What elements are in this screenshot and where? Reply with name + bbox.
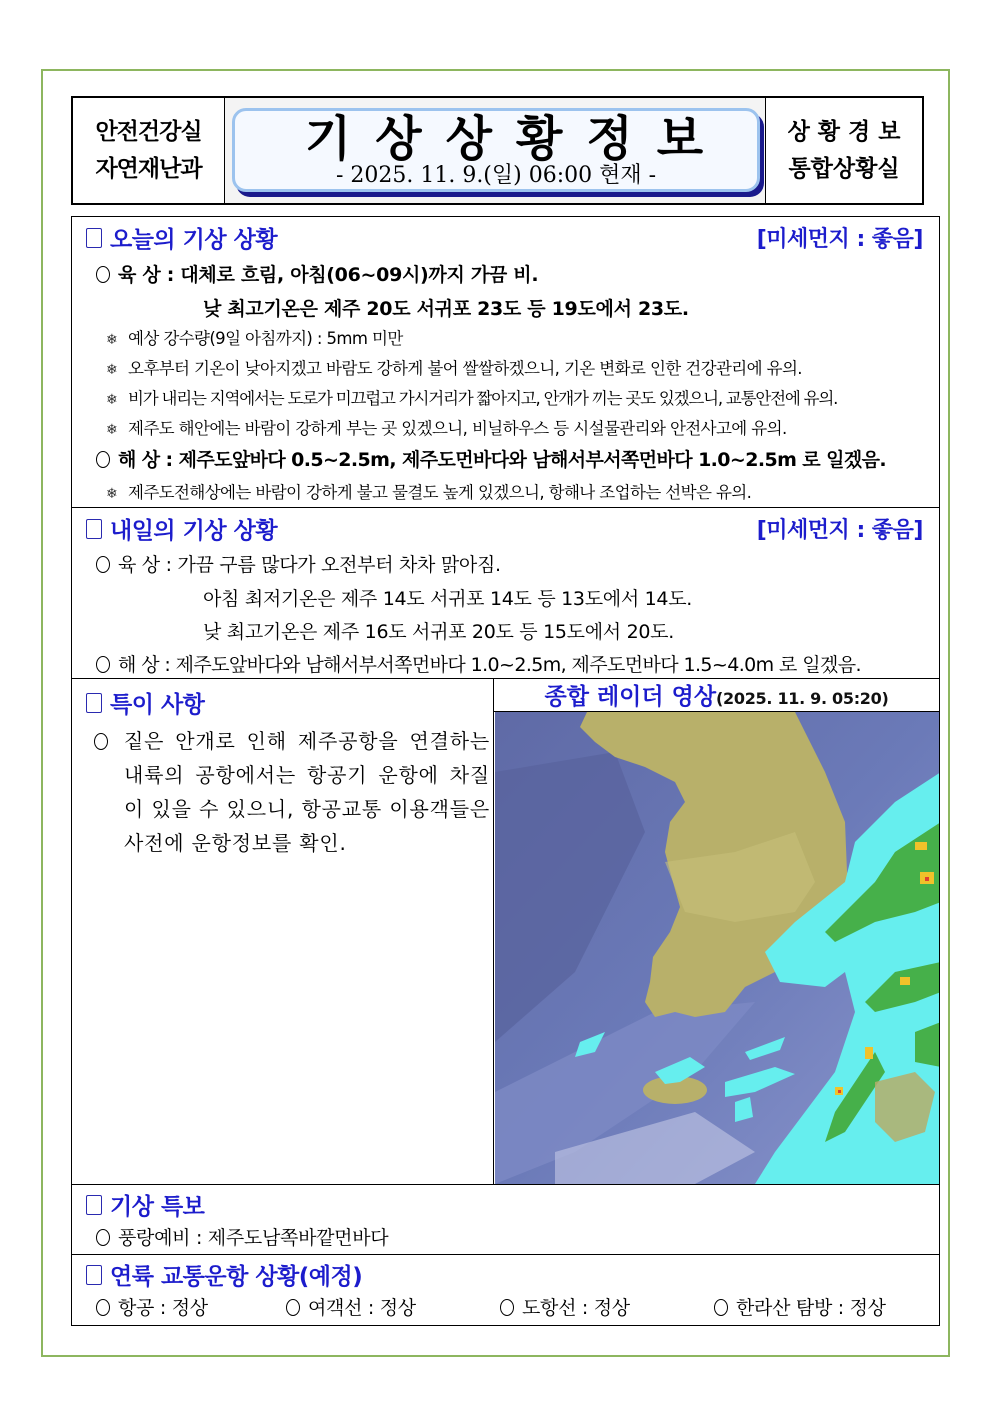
department-block bbox=[73, 98, 225, 203]
note-text: 예상 강수량(9일 아침까지) : 5mm 미만 bbox=[128, 329, 403, 348]
tomorrow-sea-text: 제주도앞바다와 남해서부서쪽먼바다 1.0~2.5m, 제주도먼바다 1.5~4.0m 로 일겠음. bbox=[175, 654, 861, 676]
radar-title: 종합 레이더 영상 bbox=[544, 684, 717, 710]
circle-bullet-icon bbox=[96, 1299, 110, 1316]
report-body bbox=[71, 216, 940, 1326]
circle-bullet-icon bbox=[96, 556, 110, 573]
today-note-1 bbox=[106, 325, 403, 349]
checkbox-square-icon bbox=[86, 693, 102, 713]
tomorrow-dust-status: [미세먼지 : 좋음] bbox=[756, 518, 923, 543]
section-divider bbox=[72, 1184, 939, 1185]
special-title-text: 특이 사항 bbox=[110, 692, 205, 718]
department-line2: 자연재난과 bbox=[95, 155, 202, 182]
today-land-line2: 낮 최고기온은 제주 20도 서귀포 23도 등 19도에서 23도. bbox=[203, 298, 689, 320]
tomorrow-sea-line bbox=[96, 650, 861, 677]
transport-item-text: 항공 : 정상 bbox=[118, 1297, 208, 1319]
note-text: 오후부터 기온이 낮아지겠고 바람도 강하게 불어 쌀쌀하겠으니, 기온 변화로 인한 건강관리에 유의. bbox=[128, 359, 802, 378]
today-land-text1: 대체로 흐림, 아침(06~09시)까지 가끔 비. bbox=[180, 264, 539, 286]
today-dust-status: [미세먼지 : 좋음] bbox=[756, 227, 923, 252]
report-datetime: - 2025. 11. 9.(일) 06:00 현재 - bbox=[335, 163, 657, 188]
special-notes-panel bbox=[72, 678, 494, 1184]
sea-label: 해 상 : bbox=[118, 449, 173, 471]
land-label: 육 상 : bbox=[118, 554, 172, 576]
asterisk-icon: ❄ bbox=[106, 392, 117, 408]
today-sea-text: 제주도앞바다 0.5~2.5m, 제주도먼바다와 남해서부서쪽먼바다 1.0~2.5m 로 일겠음. bbox=[178, 449, 886, 471]
transport-item-ferry bbox=[286, 1293, 416, 1320]
circle-bullet-icon bbox=[714, 1299, 728, 1316]
document-title: 기상상황정보 bbox=[304, 111, 728, 167]
section-divider bbox=[72, 507, 939, 508]
special-section-title bbox=[86, 686, 204, 719]
special-text-body: 짙은 안개로 인해 제주공항을 연결하는 내륙의 공항에서는 항공기 운항에 차질이 있을 수 있으니, 항공교통 이용객들은 사전에 운항정보를 확인. bbox=[124, 729, 490, 855]
radar-timestamp: (2025. 11. 9. 05:20) bbox=[716, 689, 889, 708]
radar-image bbox=[495, 712, 939, 1184]
asterisk-icon: ❄ bbox=[106, 486, 118, 502]
tomorrow-land-line1 bbox=[96, 550, 501, 577]
circle-bullet-icon bbox=[286, 1299, 300, 1316]
note-text: 비가 내리는 지역에서는 도로가 미끄럽고 가시거리가 짧아지고, 안개가 끼는 곳도 있겠으니, 교통안전에 유의. bbox=[128, 389, 838, 408]
circle-bullet-icon bbox=[500, 1299, 514, 1316]
tomorrow-land-line3: 낮 최고기온은 제주 16도 서귀포 20도 등 15도에서 20도. bbox=[203, 621, 674, 643]
transport-item-air bbox=[96, 1293, 208, 1320]
asterisk-icon: ❄ bbox=[106, 362, 118, 378]
today-sea-note bbox=[106, 479, 751, 503]
radar-header bbox=[494, 678, 939, 712]
circle-bullet-icon bbox=[96, 1229, 110, 1246]
transport-section-title bbox=[86, 1258, 362, 1291]
today-title-text: 오늘의 기상 상황 bbox=[110, 227, 278, 253]
tomorrow-land-text1: 가끔 구름 많다가 오전부터 차차 맑아짐. bbox=[177, 554, 501, 576]
today-section-title bbox=[86, 221, 277, 254]
sea-label: 해 상 : bbox=[118, 654, 171, 676]
note-text: 제주도 해안에는 바람이 강하게 부는 곳 있겠으니, 비닐하우스 등 시설물관리와 안전사고에 유의. bbox=[128, 419, 787, 438]
tomorrow-land-line2: 아침 최저기온은 제주 14도 서귀포 14도 등 13도에서 14도. bbox=[203, 588, 692, 610]
checkbox-square-icon bbox=[86, 228, 102, 248]
transport-title-text: 연륙 교통운항 상황(예정) bbox=[110, 1264, 363, 1290]
asterisk-icon: ❄ bbox=[106, 332, 118, 348]
transport-item-text: 도항선 : 정상 bbox=[522, 1297, 630, 1319]
document-header bbox=[71, 96, 924, 205]
transport-item-hallasan bbox=[714, 1293, 886, 1320]
checkbox-square-icon bbox=[86, 1195, 102, 1215]
warning-item bbox=[96, 1223, 388, 1250]
warnings-title-text: 기상 특보 bbox=[110, 1194, 205, 1220]
asterisk-icon: ❄ bbox=[106, 422, 118, 438]
tomorrow-title-text: 내일의 기상 상황 bbox=[110, 518, 278, 544]
land-label: 육 상 : bbox=[118, 264, 175, 286]
checkbox-square-icon bbox=[86, 519, 102, 539]
today-sea-line bbox=[96, 445, 886, 472]
special-notes-text bbox=[94, 724, 490, 860]
title-banner bbox=[232, 108, 760, 192]
section-divider bbox=[72, 1254, 939, 1255]
transport-item-island-ferry bbox=[500, 1293, 630, 1320]
tomorrow-section-title bbox=[86, 512, 277, 545]
today-note-4 bbox=[106, 415, 787, 439]
today-land-line1 bbox=[96, 260, 538, 287]
circle-bullet-icon bbox=[96, 451, 110, 468]
circle-bullet-icon bbox=[94, 733, 108, 750]
transport-item-text: 한라산 탐방 : 정상 bbox=[736, 1297, 886, 1319]
circle-bullet-icon bbox=[96, 266, 110, 283]
circle-bullet-icon bbox=[96, 656, 110, 673]
transport-item-text: 여객선 : 정상 bbox=[308, 1297, 416, 1319]
title-area bbox=[225, 98, 766, 203]
warning-item-text: 풍랑예비 : 제주도남쪽바깥먼바다 bbox=[118, 1227, 389, 1249]
office-block bbox=[766, 98, 922, 203]
department-line1: 안전건강실 bbox=[95, 118, 202, 145]
checkbox-square-icon bbox=[86, 1265, 102, 1285]
office-line1: 상황경보 bbox=[787, 118, 909, 145]
radar-map-graphic bbox=[495, 712, 939, 1184]
note-text: 제주도전해상에는 바람이 강하게 불고 물결도 높게 있겠으니, 항해나 조업하는 선박은 유의. bbox=[128, 483, 752, 502]
warnings-section-title bbox=[86, 1188, 204, 1221]
today-note-2 bbox=[106, 355, 802, 379]
office-line2: 통합상황실 bbox=[788, 155, 900, 182]
today-note-3 bbox=[106, 385, 837, 409]
